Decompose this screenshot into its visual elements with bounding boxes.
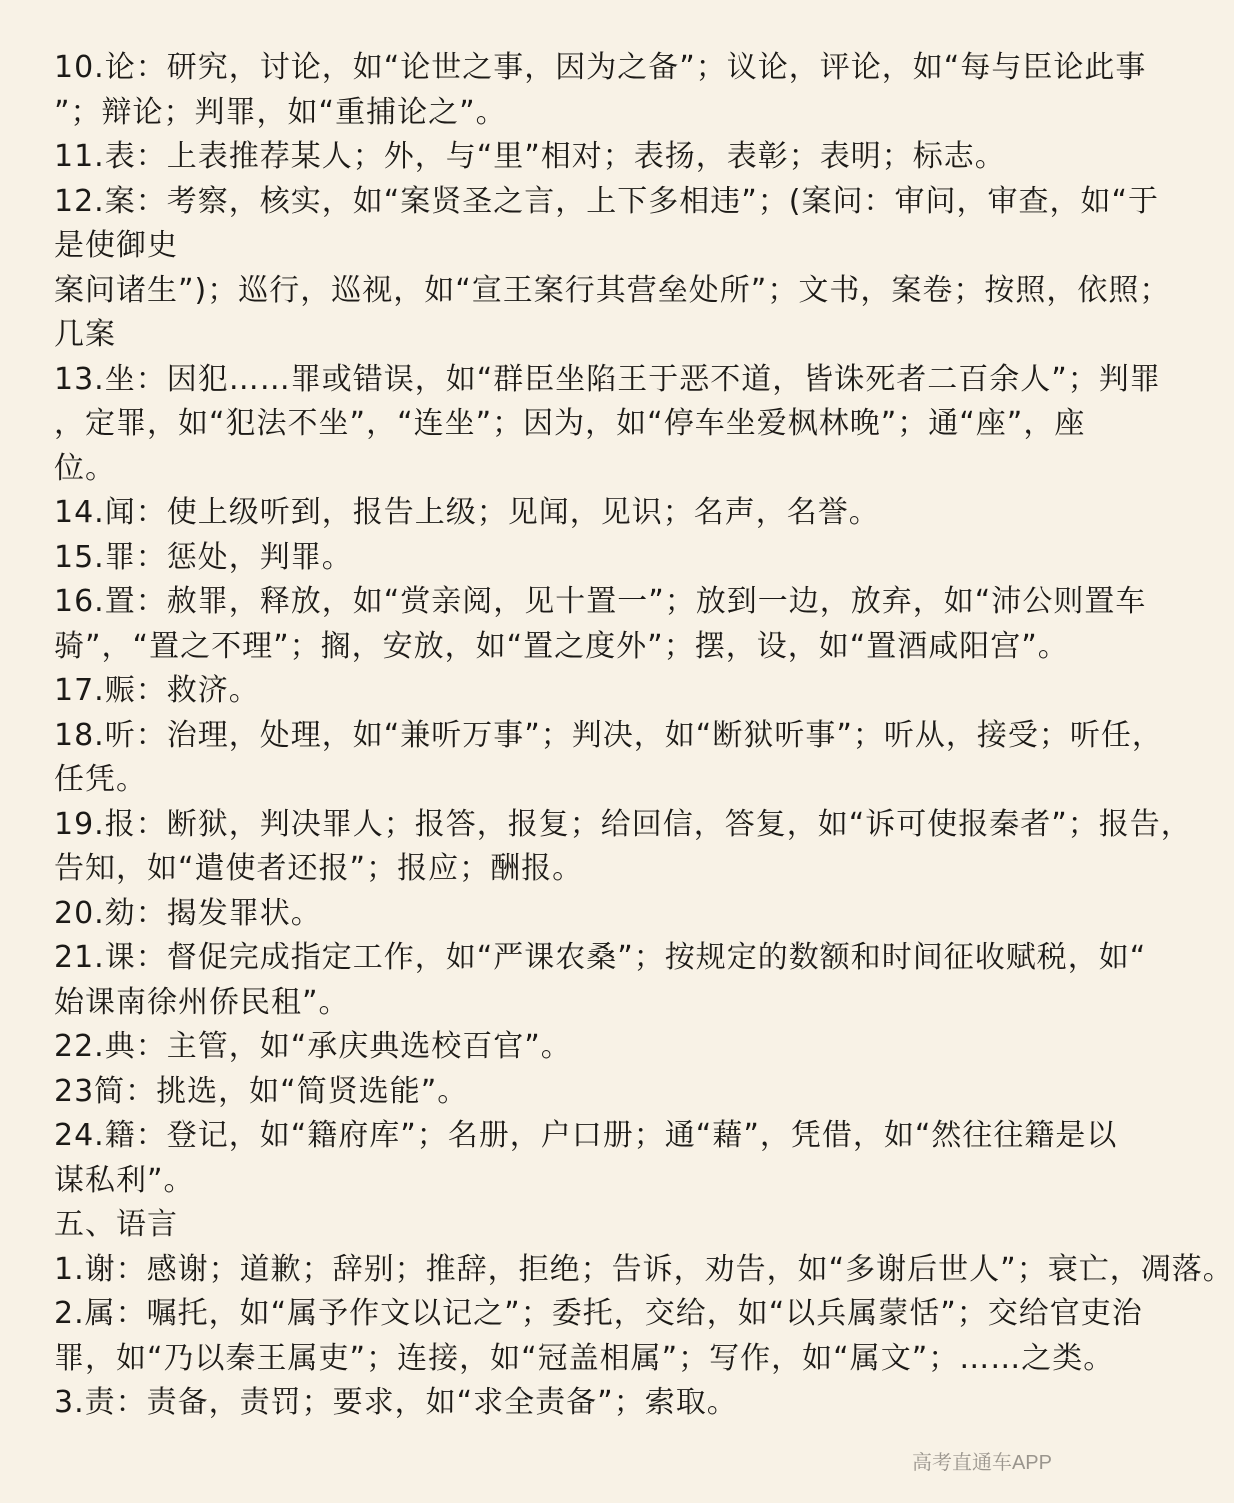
text-line: 19.报：断狱，判决罪人；报答，报复；给回信，答复，如“诉可使报秦者”；报告， [54,806,1192,842]
text-line: 24.籍：登记，如“籍府库”；名册，户口册；通“藉”，凭借，如“然往往籍是以 [54,1118,1118,1153]
text-line: 17.赈：救济。 [54,673,260,708]
text-line: 23简：挑选，如“简贤选能”。 [54,1073,469,1109]
text-line: 14.闻：使上级听到，报告上级；见闻，见识；名声，名誉。 [54,495,880,530]
text-line: 罪，如“乃以秦王属吏”；连接，如“冠盖相属”；写作，如“属文”；……之类。 [54,1340,1115,1376]
text-line: 告知，如“遣使者还报”；报应；酬报。 [54,851,584,886]
text-line: 1.谢：感谢；道歉；辞别；推辞，拒绝；告诉，劝告，如“多谢后世人”；衰亡，凋落。 [54,1251,1234,1287]
text-line: ”；辩论；判罪，如“重捕论之”。 [54,94,507,130]
text-line: 2.属：嘱托，如“属予作文以记之”；委托，交给，如“以兵属蒙恬”；交给官吏治 [54,1296,1143,1331]
text-line: 位。 [54,450,116,486]
text-line: 始课南徐州侨民租”。 [54,984,350,1020]
text-line: 21.课：督促完成指定工作，如“严课农桑”；按规定的数额和时间征收赋税，如“ [54,940,1147,975]
text-line: 18.听：治理，处理，如“兼听万事”；判决，如“断狱听事”；听从，接受；听任， [54,717,1163,753]
text-line: 案问诸生”)；巡行，巡视，如“宣王案行其营垒处所”；文书，案卷；按照，依照； [54,272,1171,308]
text-line: 谋私利”。 [54,1162,195,1198]
text-line: 几案 [54,317,116,352]
text-line: 13.坐：因犯……罪或错误，如“群臣坐陷王于恶不道，皆诛死者二百余人”；判罪 [54,361,1161,397]
text-line: 15.罪：惩处，判罪。 [54,539,353,575]
text-line: 11.表：上表推荐某人；外，与“里”相对；表扬，表彰；表明；标志。 [54,139,1006,174]
text-line: 3.责：责备，责罚；要求，如“求全责备”；索取。 [54,1385,738,1420]
text-line: 22.典：主管，如“承庆典选校百官”。 [54,1029,572,1064]
text-line: 12.案：考察，核实，如“案贤圣之言，上下多相违”；(案问：审问，审查，如“于 [54,183,1160,219]
text-line: 骑”，“置之不理”；搁，安放，如“置之度外”；摆，设，如“置酒咸阳宫”。 [54,628,1069,664]
text-line: 是使御史 [54,228,178,263]
text-line: 16.置：赦罪，释放，如“赏亲阅，见十置一”；放到一边，放弃，如“沛公则置车 [54,584,1147,619]
document-body [54,46,1234,1426]
text-line: 任凭。 [54,762,147,797]
watermark: 高考直通车APP [911,1452,1052,1474]
text-line: 10.论：研究，讨论，如“论世之事，因为之备”；议论，评论，如“每与臣论此事 [54,50,1147,85]
text-line: ，定罪，如“犯法不坐”，“连坐”；因为，如“停车坐爱枫林晚”；通“座”，座 [54,406,1086,441]
section-heading: 五、语言 [54,1207,178,1242]
text-line: 20.劾：揭发罪状。 [54,895,322,931]
